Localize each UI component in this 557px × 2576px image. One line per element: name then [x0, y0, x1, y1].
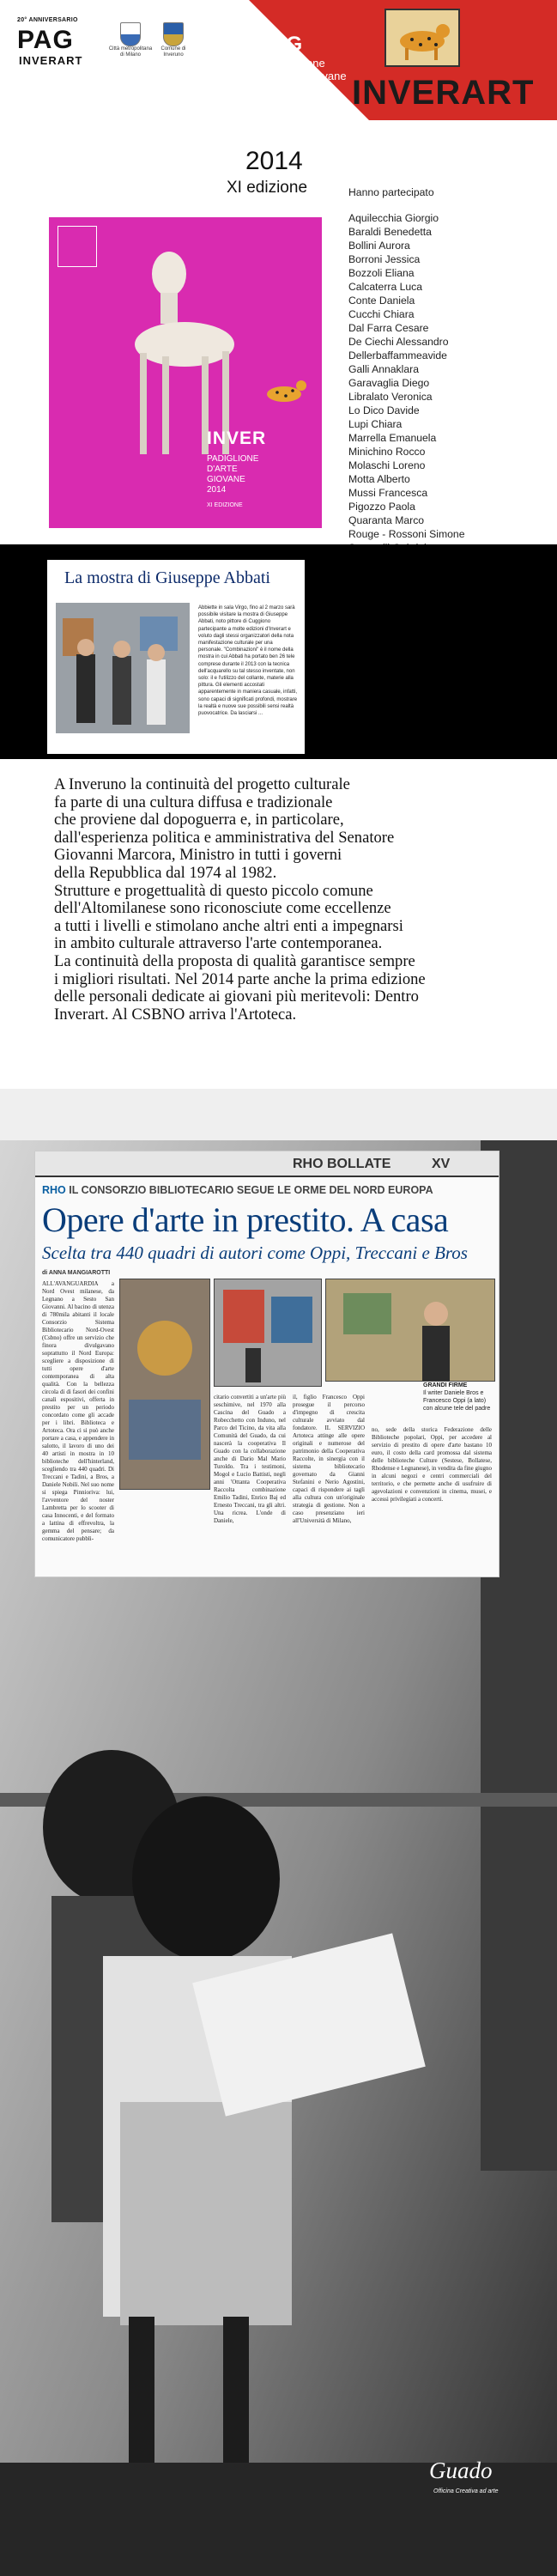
clipping-body: Abbiette in sala Virgo, fino al 2 marzo sarà possibile visitare la mostra di Giuseppe Abbati, noto pittore di Cuggiono partecipante a molte edizioni d'Inverart e voluto dagli stessi organizzatori della nota manifestazione culturale per una personale. "Combinazioni" è il nome della mostra in cui Abbati ha portato ben 26 tele comprese durante il 2013 con la tecnica dell'acquarello su tal stesso inventate, non solo: il e l'utilizzo del collante, materie alla pittura. Gli elementi accostati apparentemente in maniera casuale, infatti, sono capaci di significati profondi, mostrare la realtà e nuove sue possibili sensi realtà puovocatrice. Da lasciarsi ...	[198, 605, 298, 717]
main-text-line: Strutture e progettualità di questo piccolo comune	[54, 881, 373, 900]
artist-name: Galli Annaklara	[348, 363, 419, 375]
crest-icon	[120, 22, 141, 46]
poster-crest-icon	[58, 226, 97, 267]
artist-name: Mussi Francesca	[348, 487, 428, 499]
header	[0, 0, 557, 120]
newspaper-headline: Opere d'arte in prestito. A casa	[42, 1200, 449, 1239]
newspaper-page: XV	[432, 1157, 451, 1171]
cheetah-icon	[260, 372, 312, 413]
main-text-line: Inverart. Al CSBNO arriva l'Artoteca.	[54, 1005, 297, 1024]
anniversary-label: 20° ANNIVERSARIO	[17, 17, 78, 23]
newspaper-header-bar	[35, 1151, 499, 1177]
pag-logo: PAG	[17, 26, 74, 54]
newspaper-deck: Scelta tra 440 quadri di autori come Oppi, Treccani e Bros	[42, 1242, 468, 1263]
inverart-logo-small: INVERART	[19, 54, 83, 67]
pag-subtitle-line: d'Arte Giovane	[273, 70, 347, 82]
newspaper-column: il, figlio Francesco Oppi prosegue il percorso d'impegno di crescita culturale avviato dal fondatore. IL SERVIZIO Artoteca attinge alle opere originali e numerose del patrimonio della Cooperativa Raccolte, in sinergia con il sistema bibliotecario governato da Gianni Stefanini e Nerio Agostini, capaci di rispondere ai tagli alla cultura con un'originale strategia di gestione. Non a caso presenziano ieri all'Università di Milano,	[293, 1394, 365, 1524]
inverart-title: INVERART	[352, 74, 535, 112]
caption-title: GRANDI FIRME	[423, 1382, 468, 1388]
artist-name: Dal Farra Cesare	[348, 322, 429, 334]
people-photo	[325, 1279, 495, 1382]
newspaper-column: no, sede della storica Federazione delle Biblioteche popolari, Oppi, per accedere al servizio di prestito di opere d'arte bastano 10 euro, il costo della card promossa dal sistema delle biblioteche Culture (Sestese, Bollatese, Rhodense e Legnanese), in vendita da fine giugno in alcuni negozi e centri commerciali del territorio, e che permette anche di usufruire di agevolazioni e convenzioni in cinema, musei, e accessi privilegiati a concerti.	[372, 1426, 492, 1503]
kicker-text: IL CONSORZIO BIBLIOTECARIO SEGUE LE ORME DEL NORD EUROPA	[69, 1184, 433, 1196]
edition-year: 2014	[245, 147, 303, 175]
artist-name: Quaranta Marco	[348, 514, 425, 526]
artist-list	[348, 211, 487, 596]
main-text-line: La continuità della proposta di qualità garantisce sempre	[54, 951, 415, 970]
guado-tagline: Officina Creativa ad arte	[433, 2488, 499, 2494]
municipality-crest	[151, 22, 196, 58]
metro-city-crest	[108, 22, 153, 58]
main-text-line: delle personali dedicate ai giovani più meritevoli: Dentro	[54, 987, 419, 1006]
newspaper-kicker	[42, 1184, 433, 1196]
newspaper-byline: di ANNA MANGIAROTTI	[42, 1270, 111, 1276]
guado-logo: Guado	[429, 2458, 493, 2483]
clipping-photo	[56, 603, 190, 733]
newspaper-clipping	[47, 560, 305, 754]
artist-name: Conte Daniela	[348, 295, 415, 307]
artist-name: Borroni Jessica	[348, 253, 421, 265]
main-text-line: fa parte di una cultura diffusa e tradizionale	[54, 793, 333, 811]
artist-name: Marrella Emanuela	[348, 432, 437, 444]
main-text	[54, 776, 522, 1024]
edition-label: XI edizione	[227, 179, 308, 197]
newspaper-column: ALL'AVANGUARDIA a Nord Ovest milanese, da Legnano a Sesto San Giovanni. Al bacino di utenza di 780mila abitanti il locale Consorzio Sistema Bibliotecario Nord-Ovest (Csbno) offre un servizio che finora divulgavano soprattutto il Nord Europa: scegliere a disposizione di tutti opere d'arte contemporanea di alta qualità. Con la bellezza circola di di fasori dei confini canali espositivi, offerta in prestito per un periodo concordato come gli accade per i libri. Biblioteca e Artoteca. Ora ci si può anche portare a casa, e appendere in salotto, il lavoro di uno dei 40 artisti in mostra in 10 biblioteche dell'hinterland, scegliendo tra 440 quadri. Di Treccani e Tadini, a Bros, a Daniele Nobili. Nel suo nome si spiega Pinnioriva: lui, l'avventore del noster Lambretta per lo scooter di casa Innocenti, e del formato a lattina di effrevoltra, la gemma del pensare; da comunicatore pubbli-	[42, 1280, 114, 1542]
crest-caption: Città metropolitana di Milano	[108, 46, 153, 58]
main-text-line: a tutti i livelli e stimolano anche altri enti a impegnarsi	[54, 916, 403, 935]
artist-name: Bozzoli Eliana	[348, 267, 415, 279]
main-text-line: della Repubblica dal 1974 al 1982.	[54, 863, 277, 882]
participants-heading: Hanno partecipato	[348, 186, 434, 198]
artist-name: Calcaterra Luca	[348, 281, 423, 293]
poster-title: INVER	[207, 428, 267, 448]
crest-caption: Comune di Inveruno	[160, 46, 186, 58]
poster-line: PADIGLIONE	[207, 454, 259, 464]
artist-name: Baraldi Benedetta	[348, 226, 432, 238]
artist-name: Rouge - Rossoni Simone	[348, 528, 465, 540]
artist-name: Molaschi Loreno	[348, 459, 426, 471]
cheetah-artwork-icon	[384, 9, 460, 67]
newspaper-article	[34, 1151, 499, 1577]
caption-text: Il writer Daniele Bros e Francesco Oppi (a lato) con alcune tele del padre	[423, 1390, 491, 1412]
pag-subtitle	[273, 57, 347, 82]
kicker-place: RHO	[42, 1184, 66, 1196]
main-text-line: in ambito culturale attraverso l'arte contemporanea.	[54, 934, 383, 953]
pag-subtitle-line: Padiglione	[273, 57, 325, 70]
newspaper-section: RHO BOLLATE	[293, 1157, 391, 1171]
artwork-photo	[214, 1279, 322, 1387]
main-text-line: Giovanni Marcora, Ministro in tutti i governi	[54, 846, 342, 865]
pag-title: PAG	[259, 33, 303, 56]
artist-name: Libralato Veronica	[348, 391, 433, 403]
artist-name: Lo Dico Davide	[348, 404, 420, 416]
artist-name: Pigozzo Paola	[348, 501, 415, 513]
poster-line: D'ARTE	[207, 465, 238, 474]
artist-name: Motta Alberto	[348, 473, 410, 485]
poster-line: 2014	[207, 485, 227, 495]
artist-name: Bollini Aurora	[348, 240, 410, 252]
artist-name: Minichino Rocco	[348, 446, 426, 458]
poster-image	[49, 217, 322, 528]
main-text-line: A Inveruno la continuità del progetto culturale	[54, 775, 350, 793]
main-text-line: che proviene dal dopoguerra e, in particolare,	[54, 811, 344, 829]
main-text-line: dell'Altomilanese sono riconosciute come eccellenze	[54, 899, 391, 918]
photo-caption	[423, 1382, 493, 1413]
artist-name: De Ciechi Alessandro	[348, 336, 449, 348]
crest-icon	[163, 22, 184, 46]
poster-line: GIOVANE	[207, 475, 245, 484]
artist-name: Cucchi Chiara	[348, 308, 415, 320]
sculpture-figure-icon	[118, 243, 246, 458]
poster-line: XI EDIZIONE	[207, 502, 243, 508]
newspaper-column: citario convertiti a un'arte più seschimive, nel 1970 alla Cascina del Guado a Robecchetto con Induno, nel Parco del Ticino, da vita alla Comunità del Guado, da cui nascerà la cooperativa Il Guado con la collaborazione anche di Dario Mal Mario Turoldo. Tra i testimoni, Mogol e Lucio Battisti, negli anni 'Ottanta Cooperativa Raccolta combinazione Emilio Tadini, Enrico Baj ed Ernesto Treccani, tra gli altri. Una ricrea. L'onde di Daniele,	[214, 1394, 286, 1524]
artist-name: Lupi Chiara	[348, 418, 403, 430]
artist-name: Garavaglia Diego	[348, 377, 430, 389]
poster-text	[207, 454, 258, 511]
painting-image	[119, 1279, 210, 1490]
main-text-line: dall'esperienza politica e amministrativa del Senatore	[54, 828, 395, 847]
artist-name: Dellerbaffammeavide	[348, 349, 447, 361]
clipping-title: La mostra di Giuseppe Abbati	[64, 568, 270, 587]
main-text-line: i migliori risultati. Nel 2014 parte anche la prima edizione	[54, 969, 426, 988]
artist-name: Aquilecchia Giorgio	[348, 212, 439, 224]
